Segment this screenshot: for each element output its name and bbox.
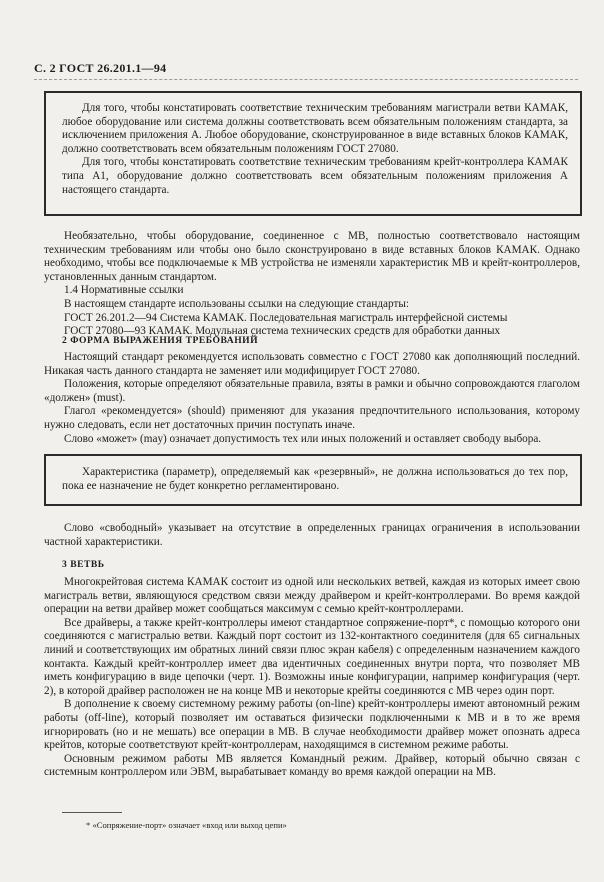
section-2-tail xyxy=(44,522,580,549)
section-3-heading: 3 ВЕТВЬ xyxy=(62,559,105,570)
section3-paragraph-4: Основным режимом работы МВ является Командный режим. Драйвер, который обычно связан с системным контроллером или ЭВМ, вырабатывает команду во время каждой операции на МВ. xyxy=(44,752,580,779)
paragraph-optional-equipment: Необязательно, чтобы оборудование, соединенное с МВ, полностью соответствовало настоящим техническим требованиям или чтобы оно было сконструировано в виде вставных блоков КАМАК. Однако необходимо, чтобы все подключаемые к МВ устройства не изменяли характеристик МВ и крейт-контроллеров, установленных данным стандартом. xyxy=(44,230,580,283)
refs-intro: В настоящем стандарте использованы ссылки на следующие стандарты: xyxy=(64,297,409,310)
header-rule xyxy=(34,79,578,80)
page-header: С. 2 ГОСТ 26.201.1—94 xyxy=(34,61,167,75)
body-block-1 xyxy=(44,230,580,339)
ref-item-1: ГОСТ 26.201.2—94 Система КАМАК. Последовательная магистраль интерфейсной системы xyxy=(64,311,508,324)
requirement-box-2 xyxy=(44,454,582,506)
section-2-body xyxy=(44,351,580,446)
box2-paragraph: Характеристика (параметр), определяемый как «резервный», не должна использоваться до тех пор, пока ее назначение не будет конкретно регламентировано. xyxy=(62,466,568,492)
section3-paragraph-3: В дополнение к своему системному режиму работы (on-line) крейт-контроллеры имеют автономный режим работы (off-line), который позволяет им оставаться физически подключенными к МВ и в то же время игнорировать (но и не мешать) все операции в МВ. В случае необходимости драйвер может опознать адреса крейтов, которые соответствуют крейт-контроллерам, находящимся в системном режиме работы. xyxy=(44,698,580,752)
section-3-body xyxy=(44,576,580,780)
section2-paragraph-3: Глагол «рекомендуется» (should) применяют для указания предпочтительного использования, которому нужно следовать, если нет достаточных причин поступать иначе. xyxy=(44,405,580,431)
section2-paragraph-4: Слово «может» (may) означает допустимость тех или иных положений и оставляет свободу выбора. xyxy=(64,432,542,445)
section3-paragraph-1: Многокрейтовая система КАМАК состоит из одной или нескольких ветвей, каждая из которых имеет свою магистраль ветви, являющуюся средством связи между драйвером и крейт-контроллерами. Во время каждой операции на ветви драйвер может сообщаться максимум с семью крейт-контроллерами. xyxy=(44,576,580,616)
footnote: * «Сопряжение-порт» означает «вход или выход цепи» xyxy=(86,820,287,830)
box1-paragraph-1: Для того, чтобы констатировать соответствие техническим требованиям магистрали ветви КАМАК, любое оборудование или система должны соответствовать всем обязательным положениям стандарта, за исключением приложения А. Любое оборудование, сконструированное в виде вставных блоков КАМАК, должно соответствовать всем обязательным положениям ГОСТ 27080. xyxy=(62,102,568,155)
section3-paragraph-2: Все драйверы, а также крейт-контроллеры имеют стандартное сопряжение-порт*, с помощью которого они соединяются с магистралью ветви. Каждый порт состоит из 132-контактного соединителя (для 65 сигнальных линий и соответствующих им обратных линий связи плюс экран кабеля) с определенным назначением каждого контакта. Каждый крейт-контроллер имеет два идентичных соединенных внутри порта, что позволяет МВ иметь конфигурацию в виде цепочки (черт. 1). Возможны иные конфигурации, например конфигурация (черт. 2), в которой драйвер расположен не на конце МВ и некоторые крейты соединяются с МВ через один порт. xyxy=(44,616,580,697)
section2-paragraph-5: Слово «свободный» указывает на отсутствие в определенных границах ограничения в использовании частной характеристики. xyxy=(44,522,580,548)
box1-paragraph-2: Для того, чтобы констатировать соответствие техническим требованиям крейт-контроллера КАМАК типа А1, оборудование должно соответствовать всем обязательным положениям приложения А настоящего стандарта. xyxy=(62,156,568,196)
refs-title: 1.4 Нормативные ссылки xyxy=(64,284,184,297)
section2-paragraph-1: Настоящий стандарт рекомендуется использовать совместно с ГОСТ 27080 как дополняющий последний. Никакая часть данного стандарта не заменяет или модифицирует ГОСТ 27080. xyxy=(44,351,580,377)
section2-paragraph-2: Положения, которые определяют обязательные правила, взяты в рамки и обычно сопровождаются глаголом «должен» (must). xyxy=(44,378,580,404)
footnote-rule xyxy=(62,812,122,813)
section-2-heading: 2 ФОРМА ВЫРАЖЕНИЯ ТРЕБОВАНИЙ xyxy=(62,335,259,346)
requirement-box-1 xyxy=(44,91,582,216)
ref-item-2: ГОСТ 27080—93 КАМАК. Модульная система технических средств для обработки данных xyxy=(64,325,501,338)
